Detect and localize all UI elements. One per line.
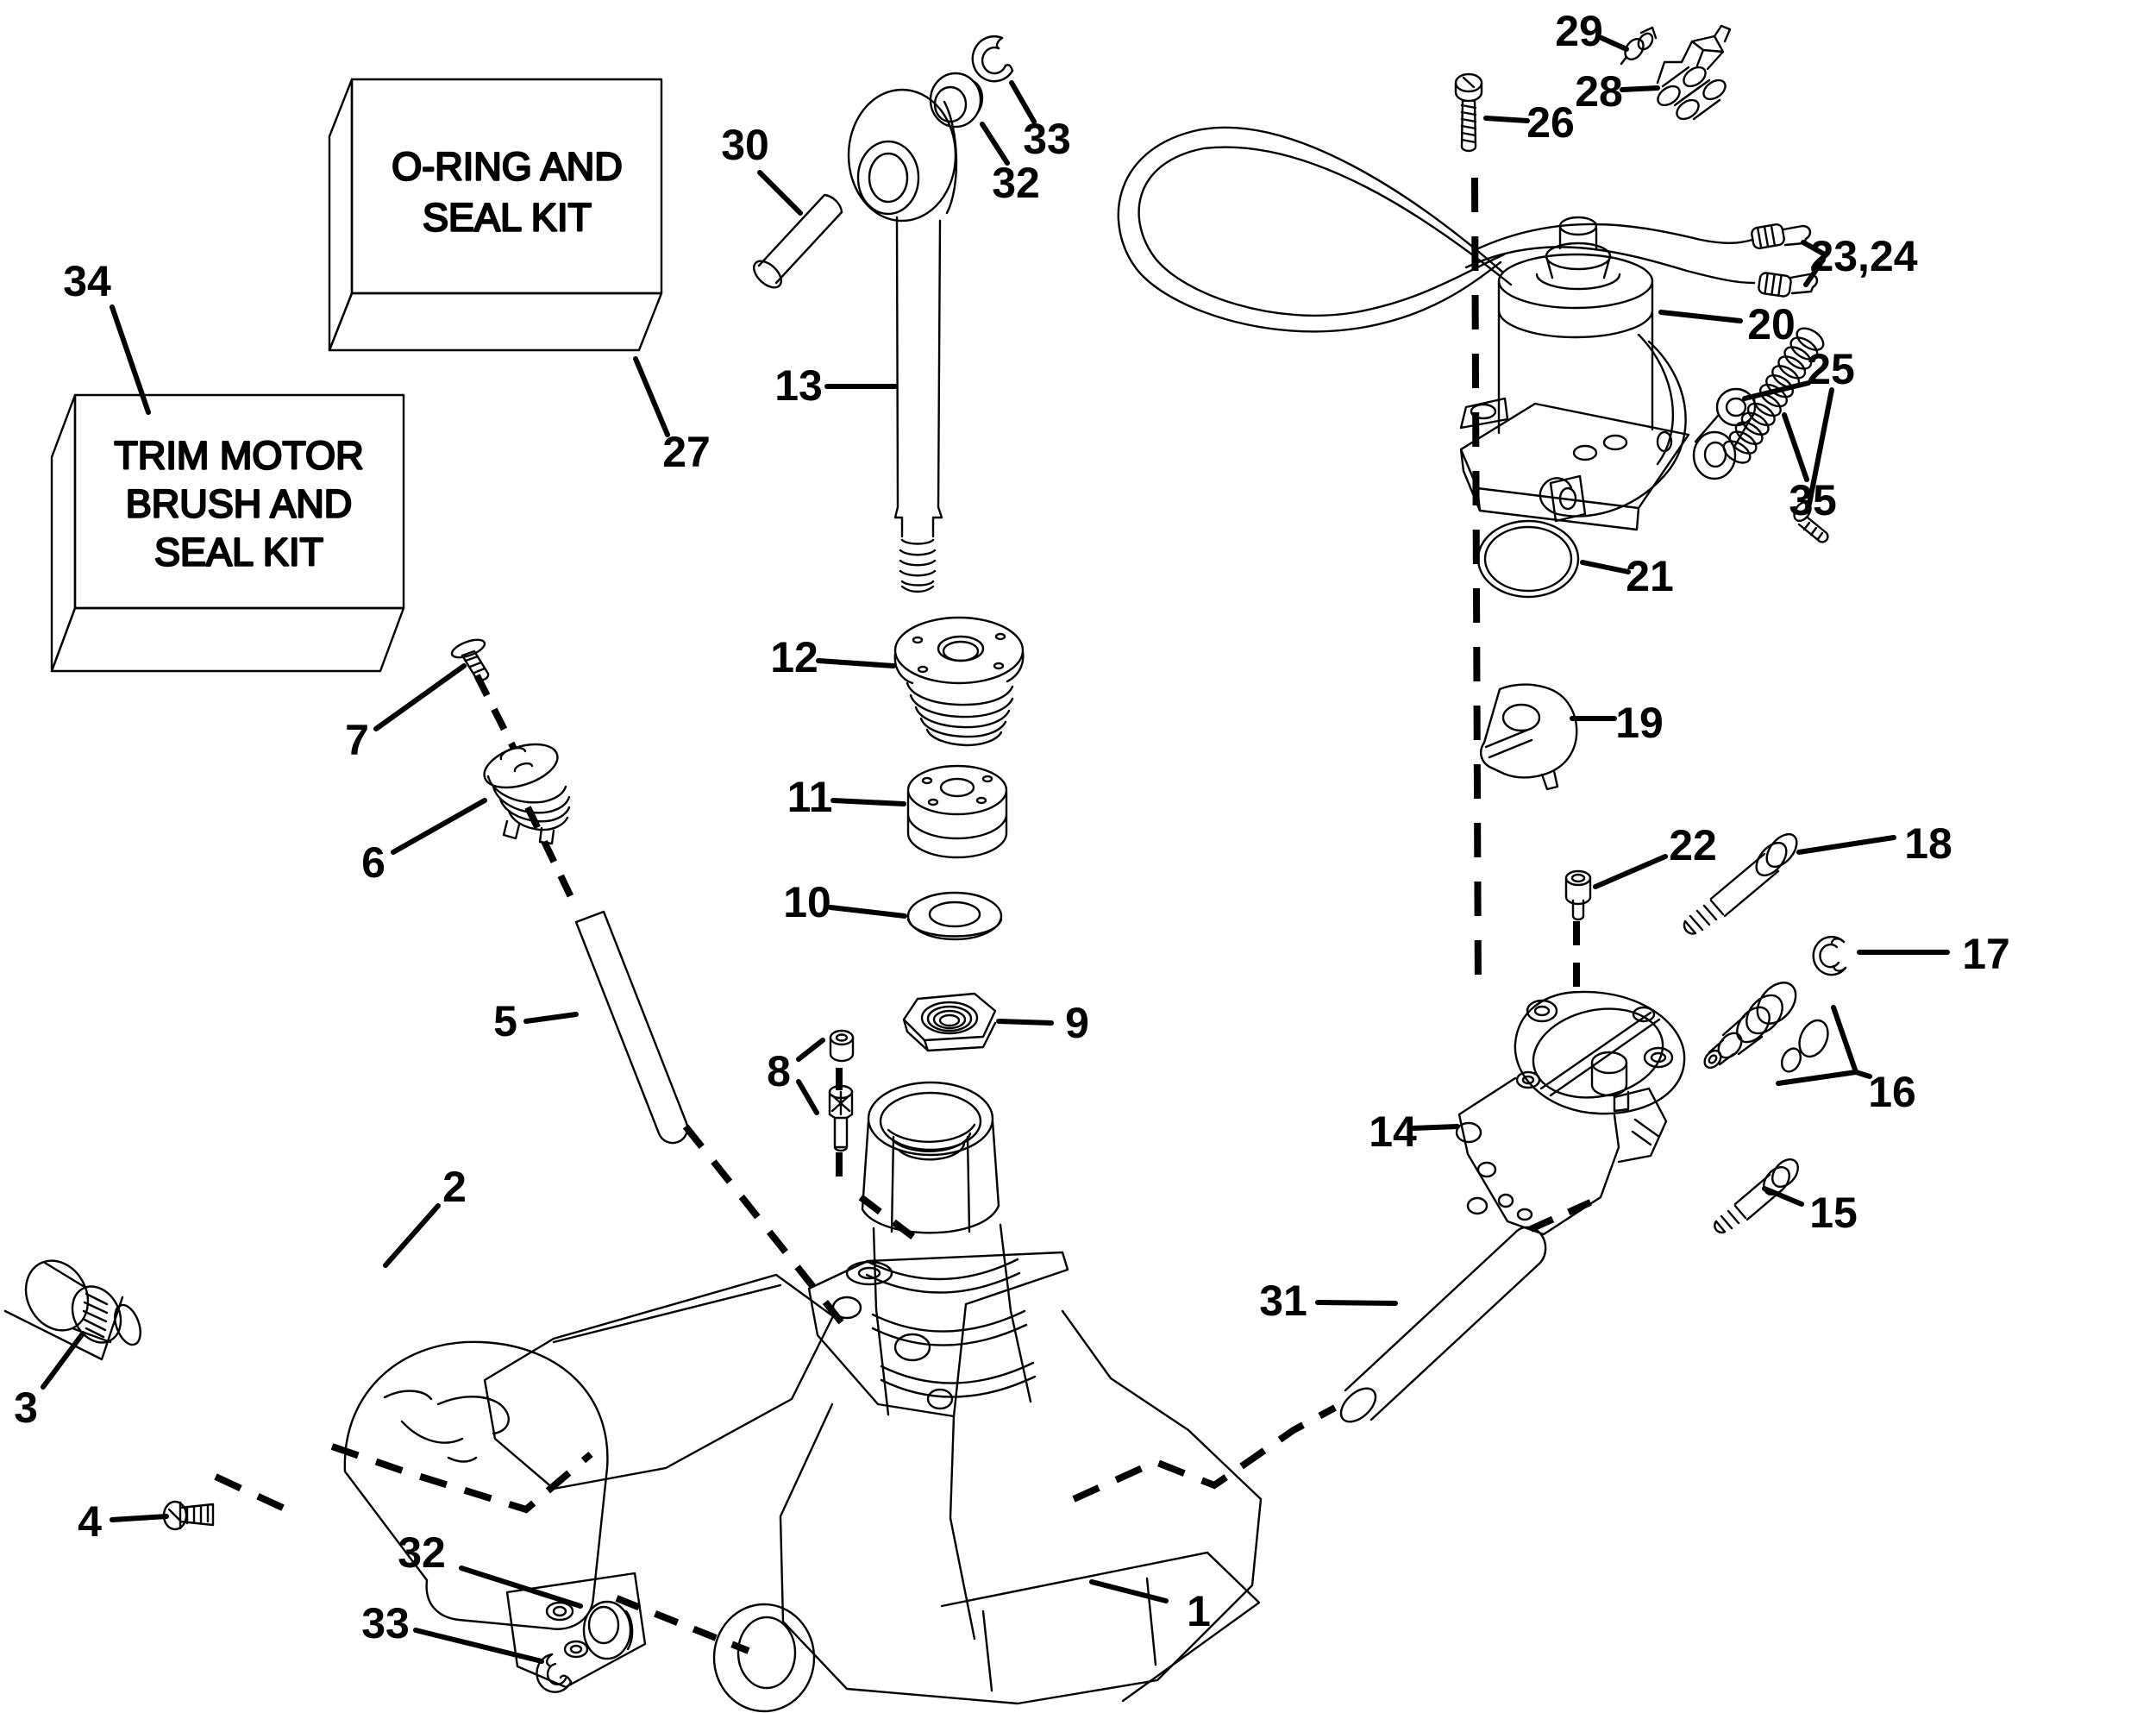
callout-31: 31 bbox=[1259, 1277, 1307, 1325]
leader-29 bbox=[1601, 38, 1626, 49]
part-11-piston bbox=[908, 766, 1006, 857]
part-8-valve-pin-set bbox=[830, 1031, 853, 1151]
o-ring-seal-kit-box bbox=[329, 79, 661, 350]
leader-18 bbox=[1799, 838, 1894, 852]
o-ring-kit-label-line2: SEAL KIT bbox=[423, 195, 592, 240]
part-15-screw bbox=[1714, 1154, 1802, 1232]
part-26-screw bbox=[1456, 74, 1482, 151]
leader-8 bbox=[799, 1040, 823, 1059]
callout-27: 27 bbox=[662, 428, 711, 476]
callout-35: 35 bbox=[1789, 476, 1837, 524]
part-21-o-ring bbox=[1478, 521, 1578, 597]
part-9-hex-nut bbox=[904, 994, 995, 1051]
callout-12: 12 bbox=[770, 633, 818, 681]
callout-14: 14 bbox=[1369, 1107, 1417, 1156]
leader-7 bbox=[376, 666, 464, 729]
leader-5 bbox=[526, 1014, 576, 1021]
part-29-clip bbox=[1621, 28, 1656, 64]
callout-33: 33 bbox=[361, 1599, 410, 1647]
part-3-o-ring bbox=[110, 1302, 146, 1348]
trim-kit-label-line3: SEAL KIT bbox=[154, 530, 323, 574]
callout-layer bbox=[14, 7, 2010, 1661]
leader-27 bbox=[636, 359, 667, 435]
part-33-retaining-ring-top bbox=[973, 36, 1012, 81]
leader-33 bbox=[416, 1630, 542, 1661]
leader-4 bbox=[112, 1516, 166, 1520]
leader-12 bbox=[818, 661, 893, 666]
part-17-retaining-ring bbox=[1814, 937, 1846, 975]
part-23-24-motor-leads bbox=[1119, 128, 1817, 332]
callout-19: 19 bbox=[1615, 699, 1664, 747]
callout-30: 30 bbox=[721, 121, 769, 169]
leader-9 bbox=[999, 1021, 1051, 1023]
leader-21 bbox=[1583, 562, 1628, 572]
callout-29: 29 bbox=[1555, 7, 1603, 55]
part-10-washer bbox=[908, 893, 1001, 939]
leader-6 bbox=[393, 800, 485, 852]
callout-7: 7 bbox=[345, 716, 369, 764]
leader-35 bbox=[1784, 415, 1807, 480]
callout-6: 6 bbox=[361, 838, 385, 887]
leader-3 bbox=[43, 1333, 83, 1387]
part-19-trim-cam bbox=[1481, 685, 1576, 789]
leader-32 bbox=[461, 1568, 580, 1606]
callout-5: 5 bbox=[493, 997, 517, 1045]
leader-16-1 bbox=[1778, 1072, 1856, 1083]
part-13-tilt-rod bbox=[849, 90, 956, 592]
callout-25: 25 bbox=[1807, 345, 1855, 393]
callout-33: 33 bbox=[1023, 115, 1071, 163]
leader-30 bbox=[760, 173, 800, 213]
leader-32 bbox=[982, 124, 1007, 163]
callout-8: 8 bbox=[767, 1047, 791, 1095]
leader-10 bbox=[830, 907, 905, 916]
callout-34: 34 bbox=[63, 257, 111, 305]
leader-28 bbox=[1622, 88, 1658, 90]
trim-motor-brush-seal-kit-box bbox=[52, 395, 404, 671]
callout-2: 2 bbox=[442, 1163, 467, 1211]
part-22-pin bbox=[1566, 871, 1590, 919]
wire-terminal-1 bbox=[1751, 223, 1785, 249]
leader-25 bbox=[1745, 383, 1808, 398]
callout-15: 15 bbox=[1809, 1189, 1858, 1237]
assembly-dashed-lines bbox=[216, 178, 1598, 1651]
part-16-valve-assembly bbox=[1702, 976, 1833, 1075]
part-4-screw bbox=[164, 1502, 213, 1529]
part-5-tube bbox=[576, 912, 687, 1143]
callout-32: 32 bbox=[992, 159, 1040, 207]
callout-28: 28 bbox=[1575, 67, 1623, 116]
wire-terminal-2 bbox=[1758, 273, 1792, 298]
callout-13: 13 bbox=[774, 361, 823, 410]
callout-20: 20 bbox=[1747, 300, 1796, 348]
leader-2 bbox=[385, 1206, 438, 1265]
leader-31 bbox=[1318, 1302, 1395, 1303]
leader-16 bbox=[1833, 1007, 1870, 1076]
leader-8-1 bbox=[799, 1082, 817, 1113]
callout-11: 11 bbox=[787, 773, 833, 821]
part-32-bushing-top bbox=[931, 73, 982, 127]
trim-kit-label-line1: TRIM MOTOR bbox=[114, 433, 364, 478]
callout-3: 3 bbox=[14, 1384, 38, 1432]
leader-15 bbox=[1764, 1189, 1802, 1204]
callout-23,24: 23,24 bbox=[1809, 232, 1918, 280]
callout-21: 21 bbox=[1626, 552, 1674, 600]
leader-14 bbox=[1413, 1126, 1457, 1128]
leader-22 bbox=[1595, 856, 1665, 887]
callout-26: 26 bbox=[1526, 98, 1575, 147]
callout-9: 9 bbox=[1065, 999, 1089, 1047]
leader-26 bbox=[1486, 118, 1527, 121]
part-31-pivot-rod bbox=[1335, 1227, 1545, 1428]
callout-16: 16 bbox=[1868, 1068, 1916, 1116]
leader-11 bbox=[833, 800, 904, 804]
part-6-threaded-plug bbox=[479, 736, 569, 844]
part-12-cylinder-cap bbox=[895, 618, 1024, 745]
callout-4: 4 bbox=[78, 1497, 102, 1546]
part-32-bushing-bottom bbox=[584, 1602, 632, 1659]
o-ring-kit-label-line1: O-RING AND bbox=[392, 144, 623, 189]
callout-18: 18 bbox=[1904, 819, 1952, 868]
callout-17: 17 bbox=[1962, 930, 2010, 978]
callout-1: 1 bbox=[1187, 1587, 1211, 1635]
part-1-main-housing bbox=[485, 1082, 1261, 1711]
callout-22: 22 bbox=[1669, 821, 1717, 869]
leader-34 bbox=[112, 307, 148, 412]
callout-10: 10 bbox=[783, 878, 831, 926]
callout-32: 32 bbox=[398, 1528, 446, 1577]
part-14-pump-manifold bbox=[1457, 992, 1684, 1234]
leader-1 bbox=[1092, 1582, 1166, 1601]
part-28-switch bbox=[1654, 26, 1730, 122]
trim-kit-label-line2: BRUSH AND bbox=[125, 481, 353, 526]
leader-20 bbox=[1661, 312, 1740, 321]
